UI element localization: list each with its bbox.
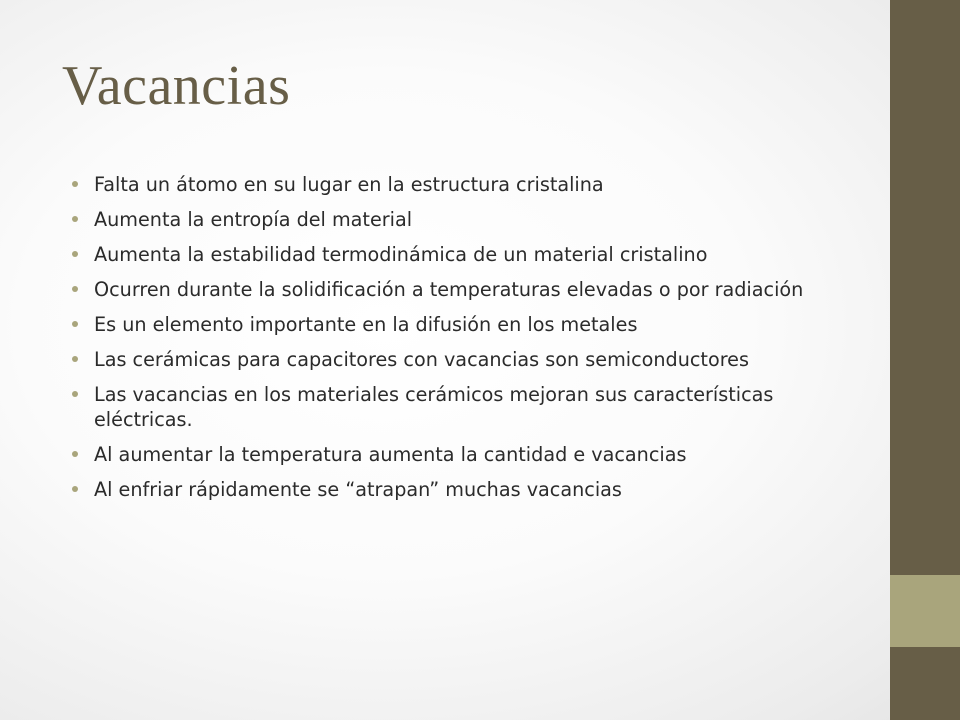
bullet-item xyxy=(72,382,862,432)
bullet-item xyxy=(72,207,862,232)
bullet-item xyxy=(72,242,862,267)
bullet-marker-icon xyxy=(72,356,78,362)
bullet-marker-icon xyxy=(72,451,78,457)
bullet-text: Falta un átomo en su lugar en la estructura cristalina xyxy=(94,173,604,196)
bullet-text: Al aumentar la temperatura aumenta la cantidad e vacancias xyxy=(94,443,687,466)
sidebar-decoration-accent xyxy=(890,575,960,647)
bullet-marker-icon xyxy=(72,181,78,187)
bullet-item xyxy=(72,172,862,197)
bullet-marker-icon xyxy=(72,286,78,292)
bullet-text: Las cerámicas para capacitores con vacancias son semiconductores xyxy=(94,348,749,371)
bullet-item xyxy=(72,477,862,502)
bullet-list xyxy=(72,172,862,512)
bullet-text: Es un elemento importante en la difusión en los metales xyxy=(94,313,638,336)
bullet-item xyxy=(72,312,862,337)
bullet-item xyxy=(72,442,862,467)
sidebar-decoration-bottom xyxy=(890,647,960,720)
bullet-text: Las vacancias en los materiales cerámicos mejoran sus características eléctricas. xyxy=(94,383,774,431)
bullet-marker-icon xyxy=(72,251,78,257)
bullet-text: Al enfriar rápidamente se “atrapan” muchas vacancias xyxy=(94,478,622,501)
bullet-marker-icon xyxy=(72,216,78,222)
bullet-item xyxy=(72,347,862,372)
bullet-text: Aumenta la entropía del material xyxy=(94,208,413,231)
sidebar-decoration-top xyxy=(890,0,960,575)
bullet-marker-icon xyxy=(72,321,78,327)
bullet-item xyxy=(72,277,862,302)
bullet-text: Aumenta la estabilidad termodinámica de un material cristalino xyxy=(94,243,708,266)
bullet-text: Ocurren durante la solidificación a temperaturas elevadas o por radiación xyxy=(94,278,804,301)
bullet-marker-icon xyxy=(72,391,78,397)
bullet-marker-icon xyxy=(72,486,78,492)
slide-title: Vacancias xyxy=(62,55,291,117)
